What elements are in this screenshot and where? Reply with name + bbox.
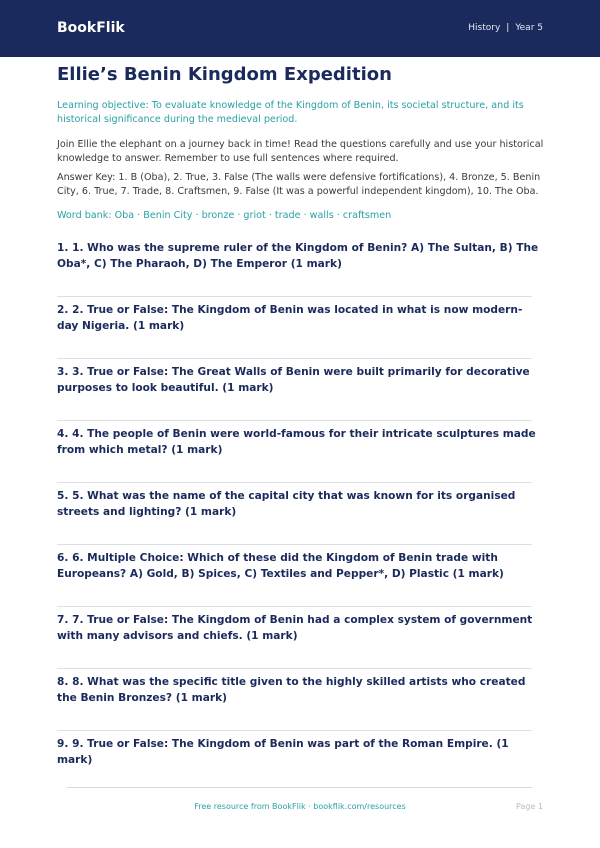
question-1: 1. 1. Who was the supreme ruler of the Kingdom of Benin? A) The Sultan, B) The Oba*, C) The Pharaoh, D) The Emperor (1 mark) xyxy=(57,242,539,270)
page-number: Page 1 xyxy=(516,802,543,811)
question-7: 7. 7. True or False: The Kingdom of Benin had a complex system of government with many advisors and chiefs. (1 mark) xyxy=(57,614,533,642)
question-8: 8. 8. What was the specific title given to the highly skilled artists who created the Benin Bronzes? (1 mark) xyxy=(57,676,526,704)
footer-divider xyxy=(67,787,532,788)
header-meta xyxy=(468,23,543,33)
answer-line-6 xyxy=(57,544,532,545)
page-header xyxy=(0,0,600,57)
question-9: 9. 9. True or False: The Kingdom of Benin was part of the Roman Empire. (1 mark) xyxy=(57,738,509,766)
answer-line-4 xyxy=(57,420,532,421)
answer-line-7 xyxy=(57,606,532,607)
subject-label: History xyxy=(468,22,501,33)
word-bank: Word bank: Oba · Benin City · bronze · griot · trade · walls · craftsmen xyxy=(57,210,392,221)
answer-line-9 xyxy=(57,730,532,731)
worksheet-title: Ellie’s Benin Kingdom Expedition xyxy=(57,64,392,85)
meta-separator: | xyxy=(506,22,510,33)
question-3: 3. 3. True or False: The Great Walls of Benin were built primarily for decorative purposes to look beautiful. (1 mark) xyxy=(57,366,530,394)
answer-key: Answer Key: 1. B (Oba), 2. True, 3. False (The walls were defensive fortifications), 4. Bronze, 5. Benin City, 6. True, 7. Trade, 8. Craftsmen, 9. False (It was a powerful independent kingdom), 10. The Oba. xyxy=(57,172,541,197)
brand-logo-text: BookFlik xyxy=(57,19,125,36)
learning-objective: Learning objective: To evaluate knowledge of the Kingdom of Benin, its societal structure, and its historical significance during the medieval period. xyxy=(57,100,524,125)
question-4: 4. 4. The people of Benin were world-famous for their intricate sculptures made from which metal? (1 mark) xyxy=(57,428,536,456)
question-2: 2. 2. True or False: The Kingdom of Benin was located in what is now modern-day Nigeria. (1 mark) xyxy=(57,304,523,332)
answer-line-8 xyxy=(57,668,532,669)
question-5: 5. 5. What was the name of the capital city that was known for its organised streets and lighting? (1 mark) xyxy=(57,490,516,518)
answer-line-5 xyxy=(57,482,532,483)
question-6: 6. 6. Multiple Choice: Which of these did the Kingdom of Benin trade with Europeans? A) Gold, B) Spices, C) Textiles and Pepper*, D) Plastic (1 mark) xyxy=(57,552,504,580)
answer-line-2 xyxy=(57,296,532,297)
answer-line-3 xyxy=(57,358,532,359)
intro-text: Join Ellie the elephant on a journey back in time! Read the questions carefully and use your historical knowledge to answer. Remember to use full sentences where required. xyxy=(57,139,544,164)
footer-credit: Free resource from BookFlik · bookflik.com/resources xyxy=(194,802,406,811)
year-label: Year 5 xyxy=(515,22,543,33)
